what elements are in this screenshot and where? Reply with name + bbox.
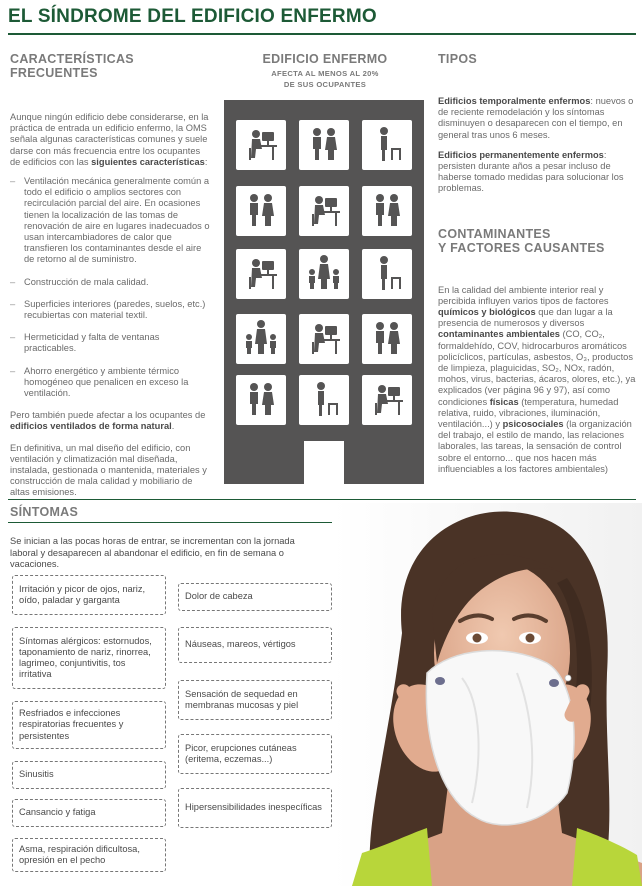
list-item: – Superficies interiores (paredes, suelos, etc.) recubiertas con material textil.	[10, 299, 212, 321]
family-icon	[299, 249, 349, 299]
sintomas-top-divider	[8, 499, 636, 500]
caracteristicas-section	[10, 52, 212, 509]
edificio-title: EDIFICIO ENFERMO	[262, 52, 388, 66]
building-window	[299, 249, 349, 299]
list-item: – Ventilación mecánica generalmente común a todo el edificio o amplios sectores con recirculación parcial del aire. En ocasiones tienen la localización de las tomas de renovación de aire en lugares inadecuados o usan intercambiadores de calor que transfieren los contaminantes desde el aire de retorno al de suministro.	[10, 176, 212, 266]
couple-icon	[299, 120, 349, 170]
person-with-chair-icon	[299, 375, 349, 425]
list-item: – Construcción de mala calidad.	[10, 277, 212, 288]
building-door	[304, 441, 344, 484]
building-window	[236, 120, 286, 170]
symptom-resfriados: Resfriados e infecciones respiratorias frecuentes y persistentes	[12, 701, 166, 749]
ventilacion-natural-paragraph: Pero también puede afectar a los ocupantes de edificios ventilados de forma natural.	[10, 410, 206, 432]
tipos-title: TIPOS	[438, 52, 478, 66]
symptom-asma: Asma, respiración dificultosa, opresión en el pecho	[12, 838, 166, 872]
desk-worker-icon	[362, 375, 412, 425]
building-window	[362, 249, 412, 299]
symptom-sequedad: Sensación de sequedad en membranas mucosas y piel	[178, 680, 332, 720]
symptom-sinusitis: Sinusitis	[12, 761, 166, 789]
building-window	[362, 375, 412, 425]
building-window	[236, 186, 286, 236]
building-window	[236, 375, 286, 425]
couple-icon	[362, 314, 412, 364]
tipos-section	[438, 52, 636, 475]
list-item: – Hermeticidad y falta de ventanas practicables.	[10, 332, 212, 354]
caracteristicas-list	[10, 176, 212, 399]
conclusion-paragraph: En definitiva, un mal diseño del edificio, con ventilación y climatización mal diseñada, instalada, gestionada o mantenida, materiales y construcción de mala calidad y mobiliario de altas emisiones.	[10, 442, 207, 498]
symptom-irritacion: Irritación y picor de ojos, nariz, oído, paladar y garganta	[12, 575, 166, 615]
building-window	[299, 120, 349, 170]
symptom-alergicos: Síntomas alérgicos: estornudos, taponamiento de nariz, rinorrea, lagrimeo, conjuntivitis, tos irritativa	[12, 627, 166, 689]
couple-icon	[362, 186, 412, 236]
person-with-chair-icon	[362, 120, 412, 170]
title-divider	[8, 33, 636, 35]
symptom-hipersensibilidades: Hipersensibilidades inespecíficas	[178, 788, 332, 828]
building-window	[236, 249, 286, 299]
caracteristicas-intro: Aunque ningún edificio debe considerarse, en la práctica de entrada un edificio enfermo, la OMS señala algunas características comunes y suele darse con más frecuencia entre los ocupantes de edificios con las siguientes características:	[10, 112, 209, 167]
list-item: – Ahorro energético y ambiente térmico homogéneo que penalicen en exceso la ventilación.	[10, 366, 212, 400]
contaminantes-title: CONTAMINANTES Y FACTORES CAUSANTES	[438, 226, 605, 255]
symptom-picor: Picor, erupciones cutáneas (eritema, eczemas...)	[178, 734, 332, 774]
edificio-subtitle: AFECTA AL MENOS AL 20% DE SUS OCUPANTES	[271, 69, 379, 89]
caracteristicas-title: CARACTERÍSTICAS FRECUENTES	[10, 52, 134, 80]
building-window	[236, 314, 286, 364]
symptom-dolor-cabeza: Dolor de cabeza	[178, 583, 332, 611]
edificio-heading	[226, 52, 424, 90]
couple-icon	[236, 186, 286, 236]
desk-worker-icon	[299, 186, 349, 236]
sintomas-title: SÍNTOMAS	[10, 505, 79, 519]
desk-worker-icon	[236, 120, 286, 170]
building-window	[299, 314, 349, 364]
building-window	[362, 120, 412, 170]
building-illustration	[224, 100, 424, 484]
sintomas-intro: Se inician a las pocas horas de entrar, se incrementan con la jornada laboral y desaparecen al abandonar el edificio, en fin de semana o vacaciones.	[10, 536, 295, 569]
family-icon	[236, 314, 286, 364]
page-title: EL SÍNDROME DEL EDIFICIO ENFERMO	[8, 6, 377, 27]
symptom-cansancio: Cansancio y fatiga	[12, 799, 166, 827]
symptom-nauseas: Náuseas, mareos, vértigos	[178, 627, 332, 663]
contaminantes-text: En la calidad del ambiente interior real y percibida influyen varios tipos de factores químicos y biológicos que dan lugar a la presencia de numerosos y diversos contaminantes ambientales (CO, CO₂, formaldehído, COV, hidrocarburos aromáticos policíclicos, partículas, asbestos, O₃, productos de limpieza, plaguicidas, SO₂, NOx, radón, mohos, virus, bacterias, ácaros, olores, etc.), ya explicados (ver página 96 y 97), así como condiciones físicas (temperatura, humedad relativa, ruido, vibraciones, iluminación, ventilación...) y psicosociales (la organización del trabajo, el estilo de mando, las relaciones laborales, las tareas, la sensación de control sobre el entorno... que nos hacen más influenciables a los factores ambientales)	[438, 284, 636, 474]
building-window	[362, 314, 412, 364]
building-window	[299, 375, 349, 425]
person-with-chair-icon	[362, 249, 412, 299]
tipos-temporal: Edificios temporalmente enfermos: nuevos o de reciente remodelación y los síntomas disminuyen o desaparecen con el tiempo, en general tras unos 6 meses.	[438, 96, 634, 140]
tipos-permanente: Edificios permanentemente enfermos: persisten durante años a pesar incluso de haberse tomado medidas para solucionar los problemas.	[438, 149, 624, 194]
desk-worker-icon	[299, 314, 349, 364]
building-window	[362, 186, 412, 236]
sneezing-woman-photo	[332, 503, 642, 886]
desk-worker-icon	[236, 249, 286, 299]
building-window	[299, 186, 349, 236]
couple-icon	[236, 375, 286, 425]
